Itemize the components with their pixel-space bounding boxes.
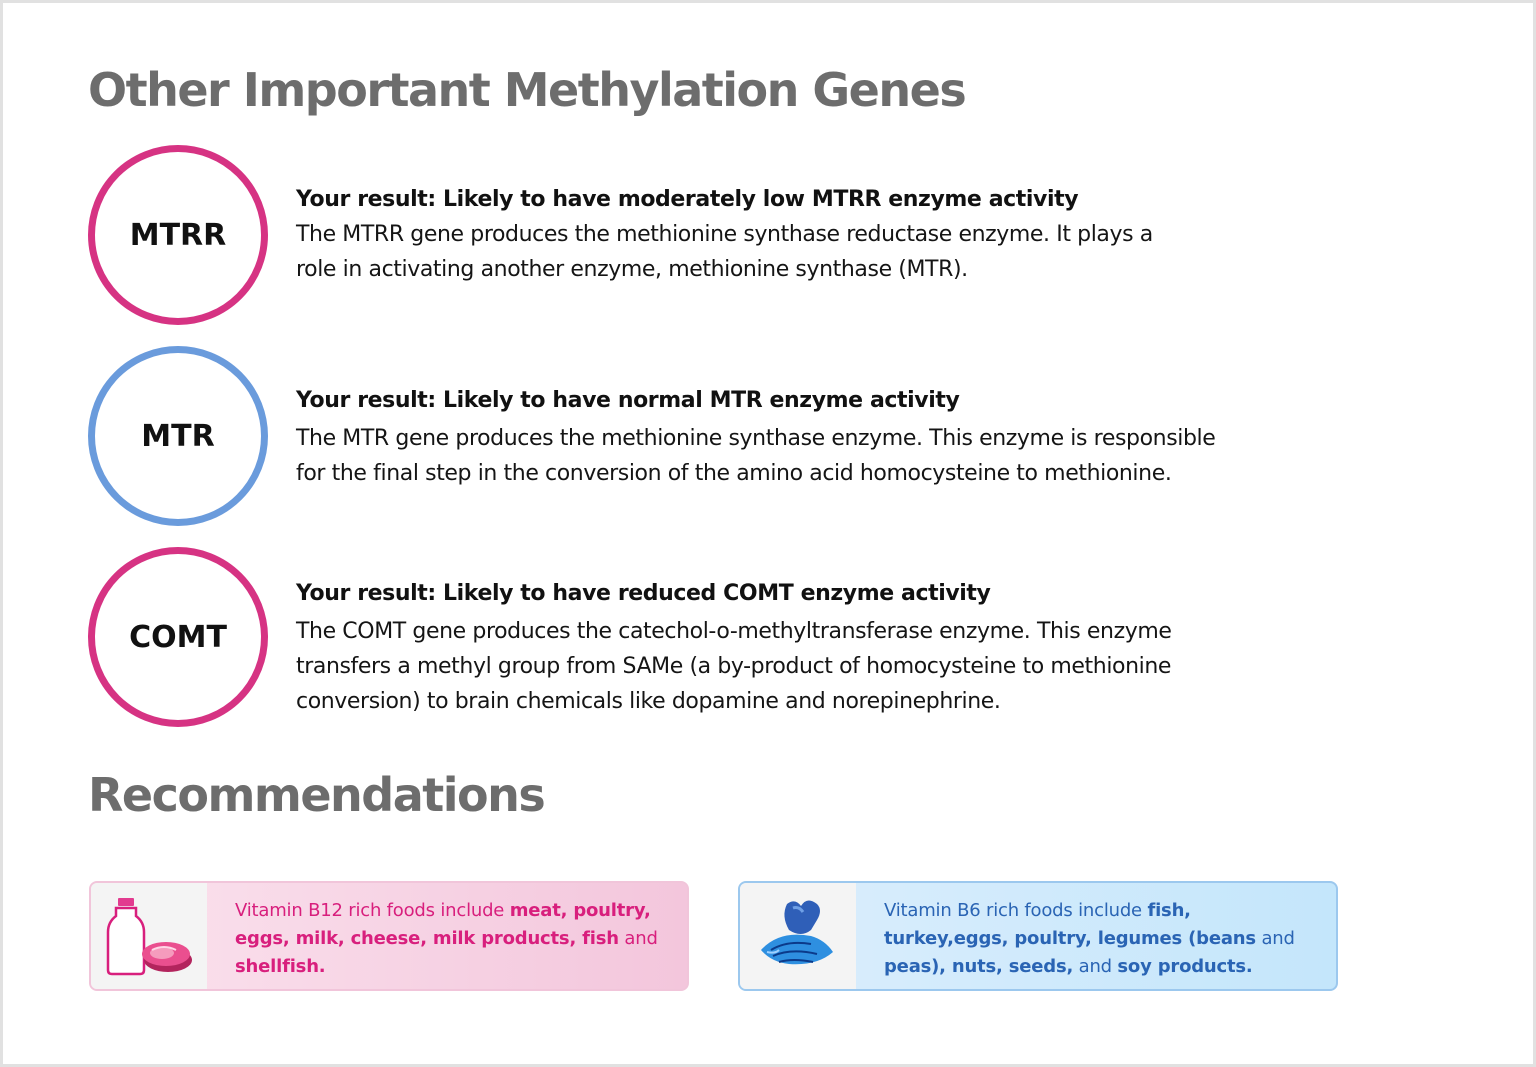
recommendation-card-b6 [738, 881, 1338, 991]
gene-info-comt [296, 576, 1256, 719]
recommendation-icon-box [91, 883, 207, 989]
recommendation-text-b6 [856, 883, 1336, 989]
gene-result: Your result: Likely to have normal MTR enzyme activity [296, 388, 960, 413]
recommendation-icon-box [740, 883, 856, 989]
section-title-genes: Other Important Methylation Genes [88, 63, 966, 117]
recommendation-text-segment: soy products. [1117, 956, 1253, 977]
recommendation-card-b12 [89, 881, 689, 991]
section-title-recommendations: Recommendations [88, 768, 545, 822]
recommendation-text-segment: Vitamin B12 rich foods include [235, 900, 510, 921]
gene-badge-label: COMT [129, 619, 227, 655]
gene-badge-comt [88, 547, 268, 727]
gene-description: The COMT gene produces the catechol-o-methyltransferase enzyme. This enzyme transfers a methyl group from SAMe (a by-product of homocysteine to methionine conversion) to brain chemicals like dopamine and norepinephrine. [296, 619, 1172, 714]
recommendation-text-segment: Vitamin B6 rich foods include [884, 900, 1148, 921]
gene-info-mtrr [296, 182, 1256, 287]
milk-bottle-and-meat-icon [104, 894, 194, 978]
recommendation-text-segment: and [1073, 956, 1118, 977]
gene-description: The MTRR gene produces the methionine synthase reductase enzyme. It plays a role in activating another enzyme, methionine synthase (MTR). [296, 222, 1153, 282]
recommendation-text-segment: peas), nuts, seeds, [884, 956, 1074, 977]
gene-description: The MTR gene produces the methionine synthase enzyme. This enzyme is responsible for the final step in the conversion of the amino acid homocysteine to methionine. [296, 426, 1216, 486]
gene-result: Your result: Likely to have reduced COMT enzyme activity [296, 581, 991, 606]
gene-badge-mtrr [88, 145, 268, 325]
gene-badge-label: MTR [141, 418, 215, 454]
recommendation-text-segment: meat, poultry, eggs, milk, cheese, milk products, fish [235, 900, 651, 949]
fish-fillet-icon [753, 894, 843, 978]
recommendation-text-b12 [207, 883, 687, 989]
recommendation-text-segment: fish, turkey,eggs, poultry, legumes (beans [884, 900, 1256, 949]
gene-badge-label: MTRR [129, 217, 227, 253]
gene-result: Your result: Likely to have moderately low MTRR enzyme activity [296, 187, 1079, 212]
gene-badge-mtr [88, 346, 268, 526]
recommendation-text-segment: shellfish. [235, 956, 326, 977]
gene-info-mtr [296, 383, 1256, 491]
recommendation-text-segment: and [618, 928, 658, 949]
recommendation-text-segment: and [1255, 928, 1295, 949]
